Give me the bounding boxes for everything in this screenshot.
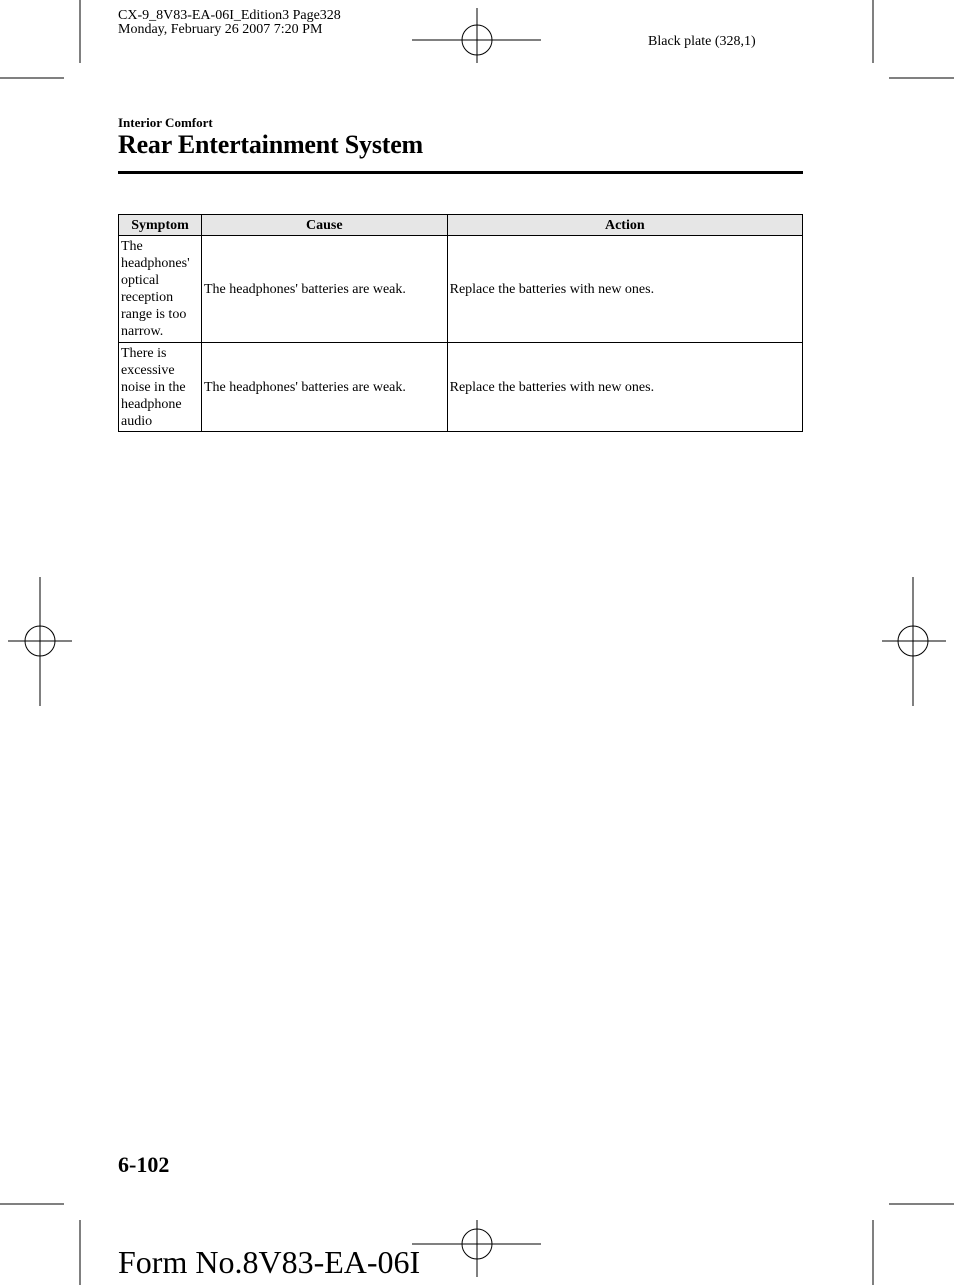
cause-cell: The headphones' batteries are weak. [201, 236, 447, 343]
action-header: Action [447, 215, 802, 236]
symptom-cell: There is excessive noise in the headphone audio [119, 343, 202, 432]
print-timestamp: Monday, February 26 2007 7:20 PM [118, 22, 323, 37]
section-label: Interior Comfort [118, 115, 213, 130]
form-number: Form No.8V83-EA-06I [118, 1244, 421, 1280]
troubleshooting-table [118, 214, 803, 432]
black-plate-label: Black plate (328,1) [648, 34, 756, 49]
table-row [119, 236, 803, 343]
cause-cell: The headphones' batteries are weak. [201, 343, 447, 432]
cause-header: Cause [201, 215, 447, 236]
symptom-cell: The headphones' optical reception range is too narrow. [119, 236, 202, 343]
action-cell: Replace the batteries with new ones. [447, 343, 802, 432]
page-number: 6-102 [118, 1152, 170, 1177]
page-title: Rear Entertainment System [118, 130, 424, 159]
symptom-header: Symptom [119, 215, 202, 236]
title-rule [118, 171, 803, 174]
table-header-row [119, 215, 803, 236]
action-cell: Replace the batteries with new ones. [447, 236, 802, 343]
print-job-id: CX-9_8V83-EA-06I_Edition3 Page328 [118, 8, 341, 23]
table-row [119, 343, 803, 432]
